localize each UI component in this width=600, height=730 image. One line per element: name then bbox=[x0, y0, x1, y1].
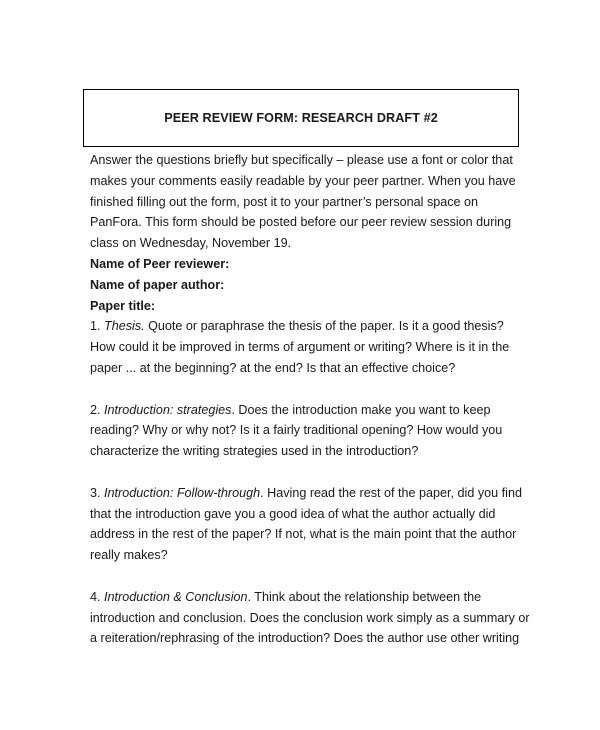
question-title: Introduction: Follow-through bbox=[104, 485, 261, 500]
question-body: . Think about the relationship between the introduction and conclusion. Does the conclusion work simply as a summary or a reiteration/rephrasing of the introduction? Does the author use other writing bbox=[90, 589, 530, 646]
question-body: . Having read the rest of the paper, did you find that the introduction gave you a good idea of what the author actually did address in the rest of the paper? If not, what is the main point that the author really makes? bbox=[90, 485, 522, 563]
paper-author-label: Name of paper author: bbox=[90, 277, 225, 292]
question-3 bbox=[90, 483, 530, 566]
question-title: Thesis. bbox=[104, 319, 145, 334]
page-title: PEER REVIEW FORM: RESEARCH DRAFT #2 bbox=[164, 110, 438, 125]
question-title: Introduction: strategies bbox=[104, 402, 232, 417]
peer-reviewer-label: Name of Peer reviewer: bbox=[90, 256, 230, 271]
form-content bbox=[90, 150, 530, 670]
question-number: 2. bbox=[90, 402, 101, 417]
question-number: 3. bbox=[90, 485, 101, 500]
paper-title-label: Paper title: bbox=[90, 298, 156, 313]
question-body: . Does the introduction make you want to keep reading? Why or why not? Is it a fairly traditional opening? How would you characterize the writing strategies used in the introduction? bbox=[90, 402, 503, 459]
question-number: 1. bbox=[90, 319, 101, 334]
question-1 bbox=[90, 316, 530, 378]
question-title: Introduction & Conclusion bbox=[104, 589, 248, 604]
question-2 bbox=[90, 400, 530, 462]
question-body: Quote or paraphrase the thesis of the paper. Is it a good thesis? How could it be improved in terms of argument or writing? Where is it in the paper ... at the beginning? at the end? Is that an effective choice? bbox=[90, 319, 510, 375]
title-box bbox=[83, 89, 519, 147]
question-number: 4. bbox=[90, 589, 101, 604]
instructions-paragraph: Answer the questions briefly but specifically – please use a font or color that makes your comments easily readable by your peer partner. When you have finished filling out the form, post it to your partner’s personal space on PanFora. This form should be posted before our peer review session during class on Wednesday, November 19. bbox=[90, 153, 516, 251]
question-4 bbox=[90, 587, 530, 649]
